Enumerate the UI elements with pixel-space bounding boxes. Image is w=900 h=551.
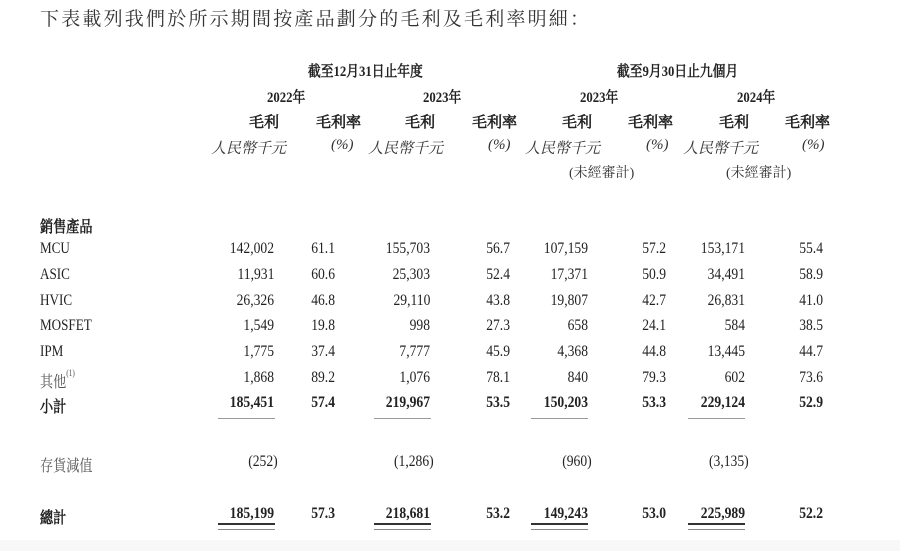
col-gross-profit-2022: 毛利 [249,115,280,131]
page-bottom-band [0,540,900,551]
unaudited-2024-9m: (未經審計) [726,166,792,181]
col-gross-margin-2023: 毛利率 [472,115,518,131]
header-nine-months-group: 截至9月30日止九個月 [617,64,739,80]
cell-row-0-gm-2023: 56.7 [486,240,510,257]
header-year-2023: 2023年 [423,90,462,106]
cell-row-1-gm-2022: 60.6 [311,266,335,283]
cell-total-gp-2022: 185,199 [229,505,274,522]
section-label-products-sold: 銷售產品 [40,219,93,236]
header-annual-group: 截至12月31日止年度 [308,64,423,80]
footnote-marker: (1) [66,368,75,378]
intro-text: 下表載列我們於所示期間按產品劃分的毛利及毛利率明細： [40,9,592,30]
unit-rmb-2024-9m: 人民幣千元 [683,141,759,157]
cell-row-3-gm-2023-9m: 24.1 [642,317,666,334]
cell-row-3-gm-2024-9m: 38.5 [799,317,823,334]
unit-pct-2023-9m: (%) [646,137,669,153]
unit-pct-2023: (%) [488,137,511,153]
cell-row-2-gm-2022: 46.8 [311,292,335,309]
cell-subtotal-gp-2023: 219,967 [385,394,430,411]
cell-total-gm-2023-9m: 53.0 [642,505,666,522]
total-double-underline-2023-9m [531,523,588,530]
cell-row-1-gm-2023: 52.4 [486,266,510,283]
cell-row-3-gp-2023-9m: 658 [567,317,588,334]
subtotal-underline-2024-9m [688,418,745,419]
cell-subtotal-gm-2023-9m: 53.3 [642,394,666,411]
cell-row-0-gp-2023: 155,703 [385,240,430,257]
header-year-2023-9m: 2023年 [580,90,619,106]
cell-subtotal-gm-2024-9m: 52.9 [799,394,823,411]
subtotal-underline-2023 [374,418,431,419]
col-gross-profit-2024-9m: 毛利 [719,115,750,131]
row-label-mcu: MCU [40,240,70,257]
row-label-ipm: IPM [40,343,64,360]
col-gross-profit-2023-9m: 毛利 [562,115,593,131]
cell-subtotal-gm-2023: 53.5 [486,394,510,411]
cell-subtotal-gp-2023-9m: 150,203 [543,394,588,411]
cell-row-4-gp-2024-9m: 13,445 [707,343,745,360]
cell-row-3-gp-2023: 998 [409,317,430,334]
cell-row-5-gp-2024-9m: 602 [724,369,745,386]
cell-row-2-gp-2024-9m: 26,831 [707,292,745,309]
subtotal-underline-2023-9m [531,418,588,419]
cell-row-3-gp-2022: 1,549 [243,317,274,334]
row-label-others [40,369,75,392]
cell-row-3-gm-2022: 19.8 [311,317,335,334]
cell-row-2-gp-2023: 29,110 [393,292,430,309]
cell-row-4-gm-2022: 37.4 [311,343,335,360]
cell-row-1-gm-2023-9m: 50.9 [642,266,666,283]
cell-row-4-gp-2023: 7,777 [399,343,430,360]
cell-row-0-gm-2023-9m: 57.2 [642,240,666,257]
cell-row-4-gp-2023-9m: 4,368 [557,343,588,360]
row-label-inventory-impairment: 存貨減值 [40,458,93,475]
cell-row-5-gm-2023: 78.1 [486,369,510,386]
col-gross-margin-2024-9m: 毛利率 [785,115,831,131]
cell-row-5-gp-2023-9m: 840 [567,369,588,386]
cell-row-3-gm-2023: 27.3 [486,317,510,334]
row-label-others-text: 其他 [40,374,67,391]
unit-rmb-2022: 人民幣千元 [211,141,287,157]
cell-total-gm-2024-9m: 52.2 [799,505,823,522]
unit-pct-2022: (%) [331,137,354,153]
row-label-asic: ASIC [40,266,70,283]
cell-row-5-gp-2023: 1,076 [399,369,430,386]
cell-row-4-gm-2023: 45.9 [486,343,510,360]
cell-inventory-impairment-gp-2023-9m: (960) [562,453,592,470]
cell-total-gm-2023: 53.2 [486,505,510,522]
cell-total-gp-2023-9m: 149,243 [543,505,588,522]
cell-subtotal-gp-2024-9m: 229,124 [700,394,745,411]
cell-row-0-gp-2023-9m: 107,159 [543,240,588,257]
row-label-hvic: HVIC [40,292,73,309]
cell-row-5-gm-2024-9m: 73.6 [799,369,823,386]
cell-row-3-gp-2024-9m: 584 [724,317,745,334]
cell-subtotal-gp-2022: 185,451 [229,394,274,411]
cell-row-4-gm-2024-9m: 44.7 [799,343,823,360]
cell-row-2-gp-2022: 26,326 [236,292,274,309]
row-label-mosfet: MOSFET [40,317,92,334]
col-gross-margin-2022: 毛利率 [316,115,362,131]
cell-row-1-gp-2022: 11,931 [237,266,274,283]
cell-row-4-gp-2022: 1,775 [243,343,274,360]
header-year-2024-9m: 2024年 [737,90,776,106]
total-double-underline-2023 [374,523,431,530]
cell-row-1-gm-2024-9m: 58.9 [799,266,823,283]
cell-row-4-gm-2023-9m: 44.8 [642,343,666,360]
total-double-underline-2024-9m [688,523,745,530]
cell-total-gp-2023: 218,681 [385,505,430,522]
cell-row-2-gm-2024-9m: 41.0 [799,292,823,309]
cell-row-5-gm-2022: 89.2 [311,369,335,386]
cell-row-0-gp-2024-9m: 153,171 [700,240,745,257]
unaudited-2023-9m: (未經審計) [569,166,635,181]
cell-row-5-gm-2023-9m: 79.3 [642,369,666,386]
unit-rmb-2023: 人民幣千元 [368,141,444,157]
row-label-total: 總計 [40,510,67,527]
cell-row-1-gp-2023: 25,303 [392,266,430,283]
unit-pct-2024-9m: (%) [802,137,825,153]
row-label-subtotal: 小計 [40,399,67,416]
cell-total-gp-2024-9m: 225,989 [700,505,745,522]
cell-inventory-impairment-gp-2024-9m: (3,135) [709,453,749,470]
cell-row-0-gp-2022: 142,002 [229,240,274,257]
cell-row-1-gp-2024-9m: 34,491 [707,266,745,283]
subtotal-underline-2022 [218,418,275,419]
cell-row-1-gp-2023-9m: 17,371 [550,266,588,283]
cell-inventory-impairment-gp-2023: (1,286) [394,453,434,470]
cell-inventory-impairment-gp-2022: (252) [248,453,278,470]
cell-row-2-gm-2023-9m: 42.7 [642,292,666,309]
cell-row-0-gm-2024-9m: 55.4 [799,240,823,257]
cell-row-2-gm-2023: 43.8 [486,292,510,309]
cell-row-2-gp-2023-9m: 19,807 [550,292,588,309]
header-year-2022: 2022年 [267,90,306,106]
cell-row-0-gm-2022: 61.1 [311,240,335,257]
cell-subtotal-gm-2022: 57.4 [311,394,335,411]
total-double-underline-2022 [218,523,275,530]
cell-total-gm-2022: 57.3 [311,505,335,522]
col-gross-profit-2023: 毛利 [405,115,436,131]
unit-rmb-2023-9m: 人民幣千元 [525,141,601,157]
cell-row-5-gp-2022: 1,868 [243,369,274,386]
col-gross-margin-2023-9m: 毛利率 [628,115,674,131]
